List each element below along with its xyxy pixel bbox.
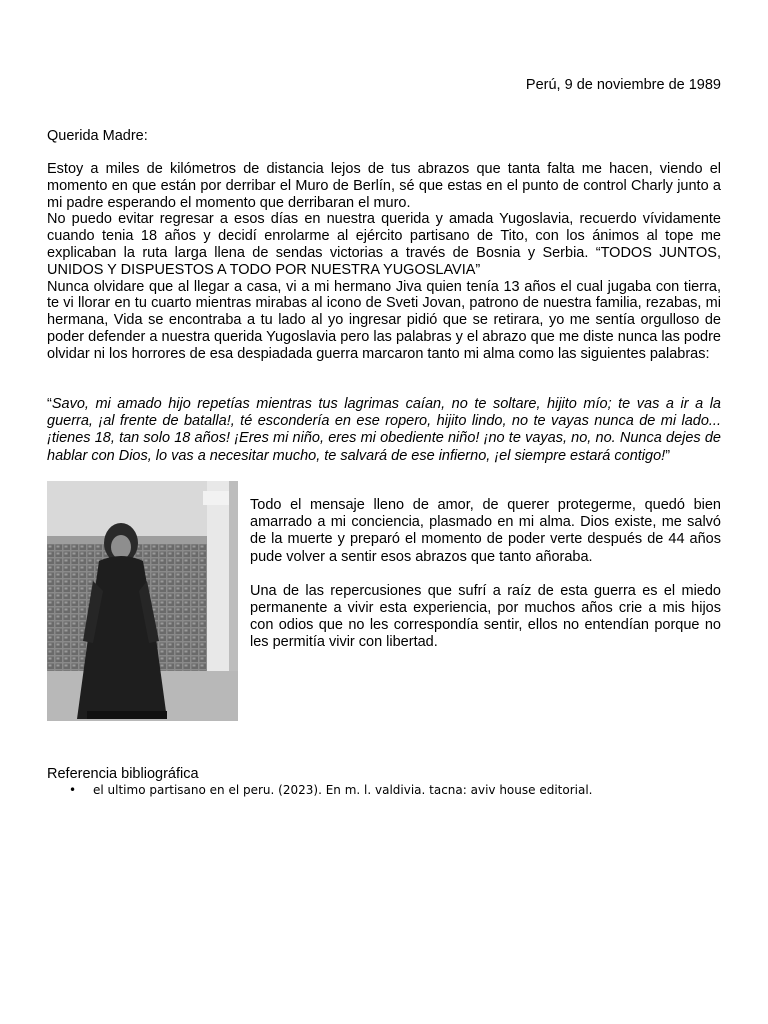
side-paragraph-1: Todo el mensaje lleno de amor, de querer protegerme, quedó bien amarrado a mi conciencia, plasmado en mi alma. Dios existe, me salvó de la muerte y preparó el momento de poder verte después de 44 años pude volver a sentir esos abrazos que tanto añoraba. [250, 497, 721, 565]
side-paragraph-2: Una de las repercusiones que sufrí a raíz de esta guerra es el miedo permanente a vivir esta experiencia, por muchos años crie a mis hijos con odios que no les correspondía sentir, ellos no entendían porque no les permitía vivir con libertad. [250, 582, 721, 651]
reference-text: el ultimo partisano en el peru. (2023). En m. l. valdivia. tacna: aviv house editorial. [93, 783, 593, 797]
references-heading: Referencia bibliográfica [47, 766, 199, 782]
list-item [47, 782, 721, 798]
side-text [250, 497, 721, 669]
letter-body [47, 161, 721, 363]
mother-photo [47, 481, 238, 721]
body-paragraph-2: No puedo evitar regresar a esos días en nuestra querida y amada Yugoslavia, recuerdo vívidamente cuando tenia 18 años y decidí enrolarme al ejército partisano de Tito, con los ánimos al tope me explicaban la ruta larga llena de sendas victorias a través de Bosnia y Serbia. “TODOS JUNTOS, UNIDOS Y DISPUESTOS A TODO POR NUESTRA YUGOSLAVIA” [47, 211, 721, 278]
body-paragraph-1: Estoy a miles de kilómetros de distancia lejos de tus abrazos que tanta falta me hacen, viendo el momento en que están por derribar el Muro de Berlín, sé que estas en el punto de control Charly junto a mi padre esperando el momento que derribaran el muro. [47, 161, 721, 211]
quote-text: Savo, mi amado hijo repetías mientras tus lagrimas caían, no te soltare, hijito mío; te vas a ir a la guerra, ¡al frente de batalla!, té escondería en ese ropero, hijito lindo, no te vayas nunca de mi lado... ¡tienes 18, tan solo 18 años! ¡Eres mi niño, eres mi obediente niño! ¡no te vayas, no, no. Nunca dejes de hablar con Dios, lo vas a necesitar mucho, te salvará de ese infierno, ¡el siempre estará contigo! [47, 396, 721, 464]
references-list [47, 782, 721, 798]
quote-open-mark: “ [47, 396, 52, 412]
letter-date: Perú, 9 de noviembre de 1989 [525, 77, 721, 93]
mother-quote [47, 396, 721, 465]
body-paragraph-3: Nunca olvidare que al llegar a casa, vi a mi hermano Jiva quien tenía 13 años el cual jugaba con tierra, te vi llorar en tu cuarto mientras mirabas al icono de Sveti Jovan, patrono de nuestra familia, rezabas, mi hermana, Vida se encontraba a tu lado al yo ingresar pidió que se retirara, yo me sentía orgulloso de poder defender a nuestra querida Yugoslavia pero las palabras y el abrazo que me diste nunca las podre olvidar ni los horrores de esa despiadada guerra marcaron tanto mi alma como las siguientes palabras: [47, 278, 721, 362]
quote-close-mark: ” [665, 447, 671, 464]
bullet-icon: • [69, 783, 77, 797]
letter-salutation: Querida Madre: [47, 128, 148, 144]
